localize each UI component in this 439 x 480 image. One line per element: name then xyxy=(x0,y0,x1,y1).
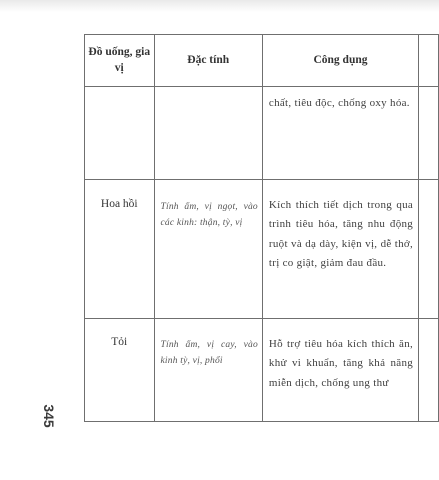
page-top-shade xyxy=(0,0,439,12)
page-number: 345 xyxy=(41,404,57,428)
header-row xyxy=(85,35,439,87)
row-name: Tỏi xyxy=(85,319,155,422)
row-use: Kích thích tiết dịch trong qua trình tiêu hóa, tăng nhu động ruột và dạ dày, kiện vị, dễ thở, trị co giật, giảm đau đầu. xyxy=(262,180,418,319)
row-extra xyxy=(419,319,439,422)
row-name xyxy=(85,87,155,180)
header-use: Công dụng xyxy=(262,35,418,87)
header-extra xyxy=(419,35,439,87)
row-property: Tính ấm, vị ngọt, vào các kinh: thận, tỳ, vị xyxy=(154,180,262,319)
row-use: Hỗ trợ tiêu hóa kích thích ăn, khử vi khuẩn, tăng khả năng miễn dịch, chống ung thư xyxy=(262,319,418,422)
spice-table xyxy=(84,34,439,422)
header-property: Đặc tính xyxy=(154,35,262,87)
table-row xyxy=(85,180,439,319)
row-property xyxy=(154,87,262,180)
row-extra xyxy=(419,87,439,180)
row-name: Hoa hồi xyxy=(85,180,155,319)
row-property: Tính ấm, vị cay, vào kinh tỳ, vị, phổi xyxy=(154,319,262,422)
row-extra xyxy=(419,180,439,319)
table-row xyxy=(85,87,439,180)
row-use: chất, tiêu độc, chống oxy hóa. xyxy=(262,87,418,180)
table-row xyxy=(85,319,439,422)
header-drink-spice: Đồ uống, gia vị xyxy=(85,35,155,87)
